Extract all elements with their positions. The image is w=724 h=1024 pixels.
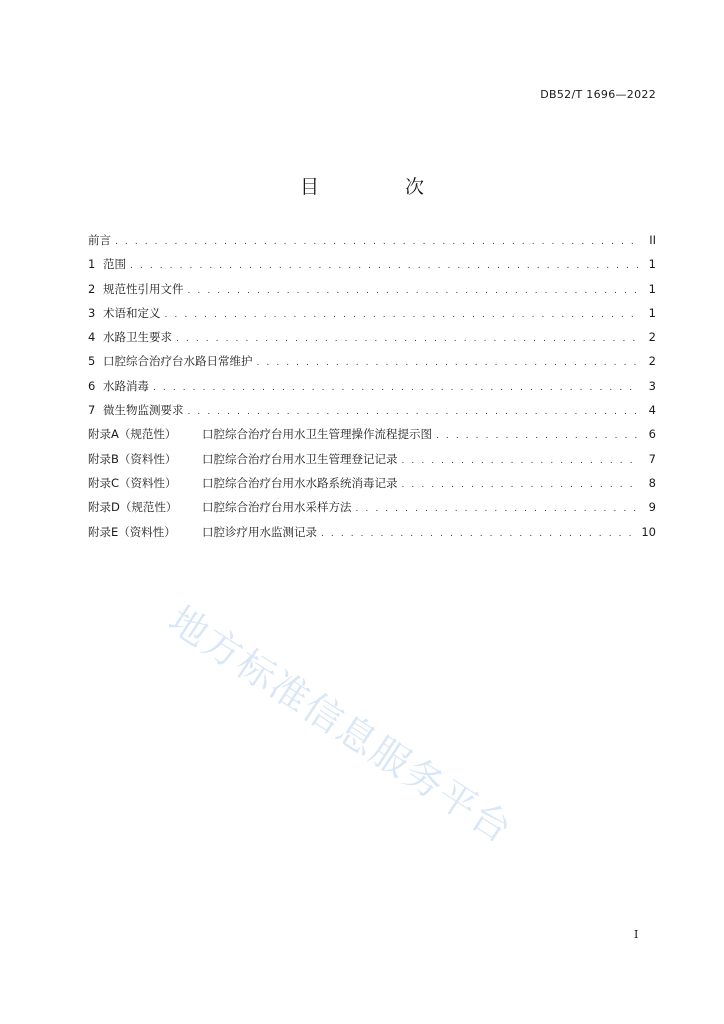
appendix-prefix: 附录C（资料性） <box>88 475 177 490</box>
toc-leader-dots <box>165 310 639 320</box>
toc-entry-page: 4 <box>648 403 656 418</box>
toc-entry-page: 2 <box>648 330 656 345</box>
toc-entry-normative-references[interactable] <box>88 281 656 305</box>
toc-entry-page: 10 <box>641 524 656 539</box>
toc-entry-label: 微生物监测要求 <box>103 403 184 418</box>
toc-entry-number: 3 <box>88 305 96 320</box>
page-title: 目 次 <box>299 176 465 198</box>
watermark-text: 地方标准信息服务平台 <box>161 597 521 853</box>
toc-entry-label: 前言 <box>88 233 111 247</box>
appendix-prefix: 附录B（资料性） <box>88 451 177 466</box>
toc-entry-page: 7 <box>648 451 656 466</box>
toc-entry-label: 口腔综合治疗台用水采样方法 <box>202 500 352 515</box>
appendix-prefix: 附录D（规范性） <box>88 500 178 515</box>
toc-entry-microbial-monitoring[interactable] <box>88 402 656 426</box>
toc-leader-dots <box>130 261 638 271</box>
toc-entry-label: 规范性引用文件 <box>103 281 184 296</box>
toc-entry-page: 6 <box>648 427 656 442</box>
toc-entry-number: 7 <box>88 403 96 418</box>
toc-entry-label: 口腔综合治疗台用水卫生管理登记记录 <box>202 451 398 466</box>
toc-entry-appendix-b[interactable] <box>88 451 656 475</box>
toc-entry-page: 1 <box>648 257 656 272</box>
toc-leader-dots <box>321 529 637 539</box>
toc-entry-page: 1 <box>648 305 656 320</box>
toc-entry-page: 8 <box>648 475 656 490</box>
toc-entry-number: 6 <box>88 378 96 393</box>
toc-leader-dots <box>176 334 638 344</box>
toc-entry-label: 口腔诊疗用水监测记录 <box>202 524 317 539</box>
toc-entry-page: 9 <box>648 500 656 515</box>
toc-entry-foreword[interactable] <box>88 232 656 256</box>
toc-leader-dots <box>257 358 639 368</box>
toc-entry-page: 1 <box>648 281 656 296</box>
toc-entry-scope[interactable] <box>88 256 656 280</box>
toc-entry-appendix-a[interactable] <box>88 426 656 450</box>
toc-entry-label: 口腔综合治疗台用水卫生管理操作流程提示图 <box>202 427 432 442</box>
toc-entry-page: 3 <box>648 378 656 393</box>
toc-entry-label: 口腔综合治疗台用水水路系统消毒记录 <box>202 475 398 490</box>
table-of-contents <box>88 232 656 548</box>
toc-leader-dots <box>188 286 639 296</box>
toc-entry-number: 1 <box>88 257 96 272</box>
toc-leader-dots <box>402 456 639 466</box>
page-number: I <box>634 928 639 941</box>
toc-entry-page: 2 <box>648 354 656 369</box>
toc-entry-page: II <box>649 233 656 247</box>
toc-entry-appendix-c[interactable] <box>88 475 656 499</box>
toc-leader-dots <box>115 237 638 247</box>
toc-entry-number: 5 <box>88 354 96 369</box>
toc-entry-label: 水路消毒 <box>103 378 149 393</box>
toc-entry-number: 2 <box>88 281 96 296</box>
appendix-prefix: 附录A（规范性） <box>88 427 177 442</box>
toc-entry-daily-maintenance[interactable] <box>88 353 656 377</box>
standard-code: DB52/T 1696—2022 <box>540 88 656 101</box>
toc-leader-dots <box>153 383 638 393</box>
toc-leader-dots <box>188 407 639 417</box>
toc-entry-disinfection[interactable] <box>88 378 656 402</box>
toc-leader-dots <box>436 431 638 441</box>
toc-entry-label: 口腔综合治疗台水路日常维护 <box>103 354 253 369</box>
appendix-prefix: 附录E（资料性） <box>88 524 176 539</box>
toc-leader-dots <box>356 504 639 514</box>
toc-entry-appendix-e[interactable] <box>88 524 656 548</box>
toc-entry-label: 范围 <box>103 257 126 272</box>
toc-entry-appendix-d[interactable] <box>88 499 656 523</box>
toc-entry-terms[interactable] <box>88 305 656 329</box>
toc-entry-hygiene-requirements[interactable] <box>88 329 656 353</box>
toc-entry-label: 术语和定义 <box>103 305 161 320</box>
toc-entry-label: 水路卫生要求 <box>103 330 172 345</box>
toc-leader-dots <box>402 480 639 490</box>
toc-entry-number: 4 <box>88 330 96 345</box>
